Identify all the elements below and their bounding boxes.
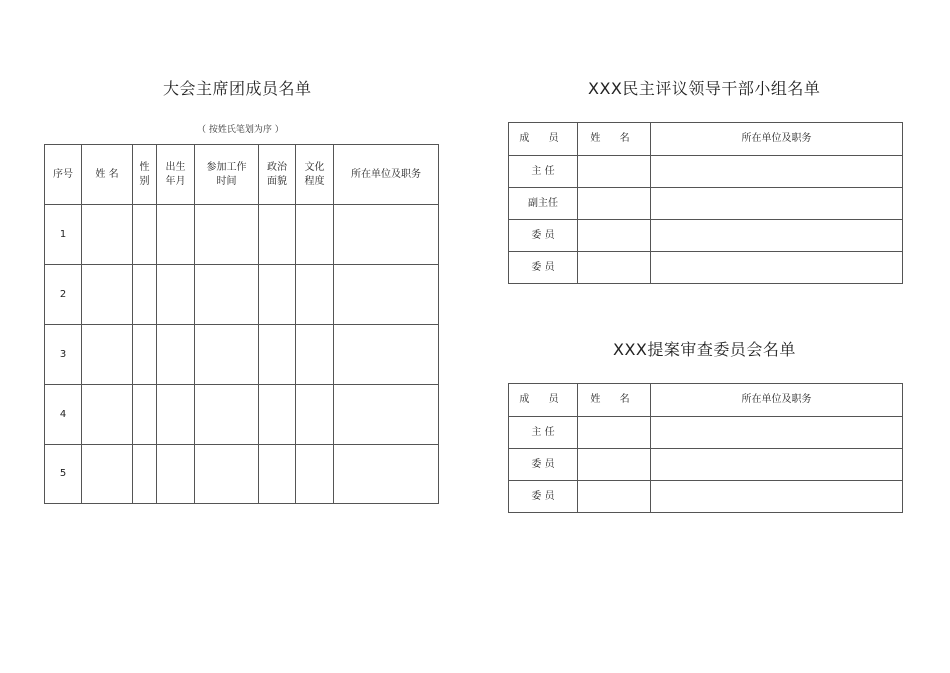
political-cell bbox=[259, 205, 296, 265]
header-member-role: 成 员 bbox=[509, 384, 578, 417]
name-cell bbox=[82, 265, 133, 325]
presidium-sort-note: （ 按姓氏笔划为序 ） bbox=[197, 125, 284, 135]
role-cell: 主 任 bbox=[509, 156, 578, 188]
presidium-header-row bbox=[45, 145, 439, 205]
name-cell bbox=[82, 385, 133, 445]
gender-cell bbox=[133, 385, 157, 445]
role-cell: 委 员 bbox=[509, 252, 578, 284]
header-name: 姓 名 bbox=[578, 123, 651, 156]
name-cell bbox=[578, 156, 651, 188]
name-cell bbox=[578, 188, 651, 220]
row-index: 2 bbox=[45, 265, 82, 325]
table-row bbox=[45, 325, 439, 385]
birth-cell bbox=[157, 265, 195, 325]
unit-cell bbox=[651, 156, 903, 188]
work-start-cell bbox=[195, 385, 259, 445]
row-index: 1 bbox=[45, 205, 82, 265]
presidium-table bbox=[44, 144, 439, 504]
table-row bbox=[45, 385, 439, 445]
birth-cell bbox=[157, 325, 195, 385]
unit-cell bbox=[651, 220, 903, 252]
table-row bbox=[509, 449, 903, 481]
header-work-start: 参加工作 时间 bbox=[195, 145, 259, 205]
political-cell bbox=[259, 325, 296, 385]
row-index: 5 bbox=[45, 445, 82, 504]
work-start-cell bbox=[195, 445, 259, 504]
name-cell bbox=[578, 252, 651, 284]
header-member-role: 成 员 bbox=[509, 123, 578, 156]
unit-cell bbox=[334, 385, 439, 445]
role-cell: 委 员 bbox=[509, 220, 578, 252]
header-name: 姓 名 bbox=[82, 145, 133, 205]
education-cell bbox=[296, 205, 334, 265]
role-cell: 主 任 bbox=[509, 417, 578, 449]
unit-cell bbox=[334, 325, 439, 385]
header-birth-date: 出生 年月 bbox=[157, 145, 195, 205]
table-row bbox=[45, 265, 439, 325]
education-cell bbox=[296, 445, 334, 504]
leadership-group-title: XXX民主评议领导干部小组名单 bbox=[588, 79, 821, 98]
name-cell bbox=[82, 205, 133, 265]
gender-cell bbox=[133, 445, 157, 504]
birth-cell bbox=[157, 385, 195, 445]
work-start-cell bbox=[195, 205, 259, 265]
table-row bbox=[45, 445, 439, 504]
header-gender: 性 别 bbox=[133, 145, 157, 205]
table-row bbox=[509, 188, 903, 220]
table-row bbox=[509, 220, 903, 252]
proposal-header-row bbox=[509, 384, 903, 417]
unit-cell bbox=[651, 481, 903, 513]
education-cell bbox=[296, 265, 334, 325]
work-start-cell bbox=[195, 325, 259, 385]
gender-cell bbox=[133, 325, 157, 385]
proposal-committee-title: XXX提案审查委员会名单 bbox=[613, 340, 796, 359]
table-row bbox=[45, 205, 439, 265]
political-cell bbox=[259, 265, 296, 325]
row-index: 3 bbox=[45, 325, 82, 385]
unit-cell bbox=[651, 188, 903, 220]
header-name: 姓 名 bbox=[578, 384, 651, 417]
name-cell bbox=[82, 325, 133, 385]
unit-cell bbox=[651, 449, 903, 481]
row-index: 4 bbox=[45, 385, 82, 445]
role-cell: 副主任 bbox=[509, 188, 578, 220]
name-cell bbox=[82, 445, 133, 504]
table-row bbox=[509, 156, 903, 188]
unit-cell bbox=[334, 265, 439, 325]
work-start-cell bbox=[195, 265, 259, 325]
education-cell bbox=[296, 385, 334, 445]
proposal-committee-table bbox=[508, 383, 903, 513]
name-cell bbox=[578, 417, 651, 449]
role-cell: 委 员 bbox=[509, 449, 578, 481]
name-cell bbox=[578, 449, 651, 481]
political-cell bbox=[259, 385, 296, 445]
role-cell: 委 员 bbox=[509, 481, 578, 513]
header-unit-position: 所在单位及职务 bbox=[651, 384, 903, 417]
header-index: 序号 bbox=[45, 145, 82, 205]
header-unit-position: 所在单位及职务 bbox=[651, 123, 903, 156]
leadership-group-table bbox=[508, 122, 903, 284]
gender-cell bbox=[133, 265, 157, 325]
education-cell bbox=[296, 325, 334, 385]
header-education: 文化 程度 bbox=[296, 145, 334, 205]
unit-cell bbox=[651, 252, 903, 284]
political-cell bbox=[259, 445, 296, 504]
unit-cell bbox=[334, 445, 439, 504]
header-unit-position: 所在单位及职务 bbox=[334, 145, 439, 205]
unit-cell bbox=[651, 417, 903, 449]
table-row bbox=[509, 252, 903, 284]
name-cell bbox=[578, 481, 651, 513]
birth-cell bbox=[157, 445, 195, 504]
birth-cell bbox=[157, 205, 195, 265]
gender-cell bbox=[133, 205, 157, 265]
unit-cell bbox=[334, 205, 439, 265]
table-row bbox=[509, 417, 903, 449]
leadership-header-row bbox=[509, 123, 903, 156]
name-cell bbox=[578, 220, 651, 252]
header-political-status: 政治 面貌 bbox=[259, 145, 296, 205]
presidium-title: 大会主席团成员名单 bbox=[163, 79, 312, 98]
table-row bbox=[509, 481, 903, 513]
